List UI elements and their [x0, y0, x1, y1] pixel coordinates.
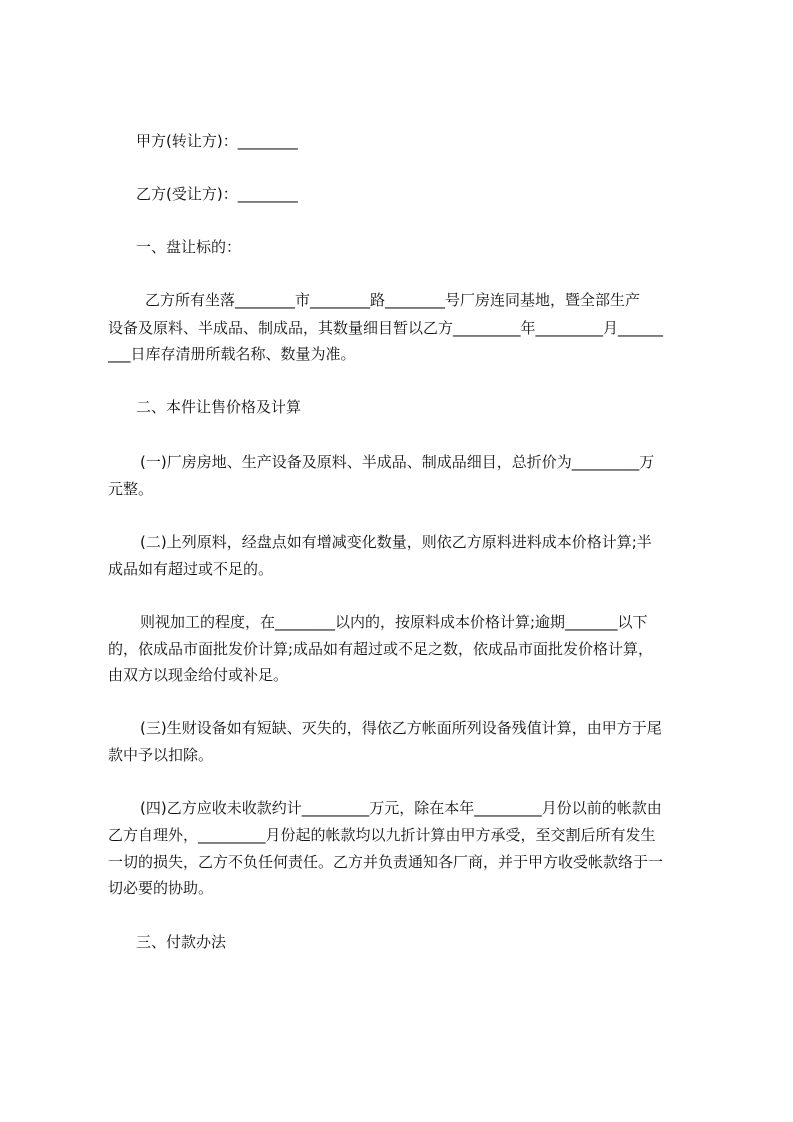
item4-line-1: (四)乙方应收未收款约计_________万元，除在本年_________月份以前的帐款由 — [140, 799, 662, 817]
item4-line-3: 一切的损失，乙方不负任何责任。乙方并负责通知各厂商，并于甲方收受帐款络于一 — [108, 853, 664, 871]
party-a-line: 甲方(转让方)：________ — [136, 132, 298, 150]
section1-heading: 一、盘让标的： — [136, 238, 242, 256]
item1-line-1: (一)厂房房地、生产设备及原料、半成品、制成品细目，总折价为_________万 — [140, 453, 655, 471]
item4-line-2: 乙方自理外，_________月份起的帐款均以九折计算由甲方承受，至交割后所有发生 — [108, 826, 656, 844]
section1-line-3: ___日库存清册所载名称、数量为准。 — [108, 345, 356, 363]
item1-line-2: 元整。 — [108, 480, 154, 498]
item2-line-1: (二)上列原料，经盘点如有增减变化数量，则依乙方原料进料成本价格计算;半 — [140, 533, 652, 551]
item2-line-2: 成品如有超过或不足的。 — [108, 560, 274, 578]
para-line-3: 由双方以现金给付或补足。 — [108, 666, 289, 684]
para-line-1: 则视加工的程度，在________以内的，按原料成本价格计算;逾期_______以下 — [140, 613, 648, 631]
item4-line-4: 切必要的协助。 — [108, 879, 214, 897]
section3-heading: 三、付款办法 — [136, 933, 227, 951]
para-line-2: 的，依成品市面批发价计算;成品如有超过或不足之数，依成品市面批发价格计算， — [108, 640, 654, 658]
section1-line-2: 设备及原料、半成品、制成品，其数量细目暂以乙方_________年_________月______ — [108, 319, 664, 337]
party-b-line: 乙方(受让方)：________ — [136, 185, 298, 203]
item3-line-1: (三)生财设备如有短缺、灭失的，得依乙方帐面所列设备残值计算，由甲方于尾 — [140, 719, 662, 737]
item3-line-2: 款中予以扣除。 — [108, 746, 214, 764]
section2-heading: 二、本件让售价格及计算 — [136, 398, 302, 416]
section1-line-1: 乙方所有坐落________市________路________号厂房连同基地，暨全部生产 — [145, 291, 641, 309]
